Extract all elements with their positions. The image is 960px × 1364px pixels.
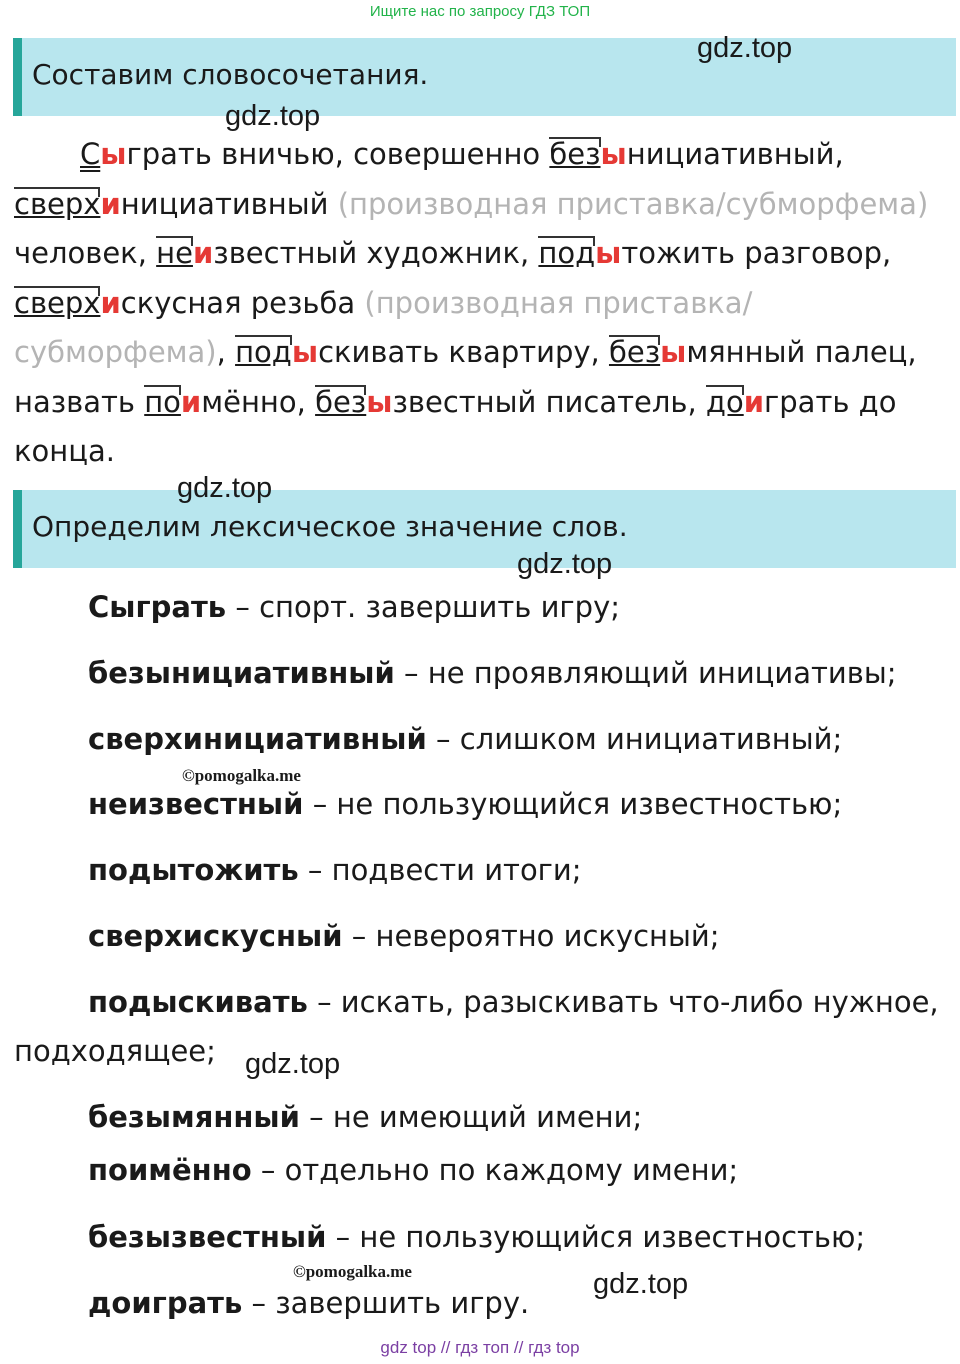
- linking-vowel: ы: [291, 335, 319, 369]
- section-title-2: Определим лексическое значение слов.: [32, 510, 628, 543]
- note-text: (производная приставка/субморфема): [337, 186, 929, 221]
- linking-vowel: ы: [600, 137, 627, 171]
- prefix-mark: под: [538, 236, 596, 270]
- text-segment: нициативный: [120, 186, 338, 221]
- text-segment: нициативный,: [626, 137, 844, 171]
- footer-links: gdz top // гдз топ // гдз top: [380, 1338, 580, 1357]
- linking-vowel: и: [180, 384, 202, 419]
- text-segment: человек,: [14, 236, 157, 270]
- definition-9: поимённо – отдельно по каждому имени;: [88, 1153, 739, 1187]
- section-header-2: [13, 490, 956, 568]
- text-segment: скусная резьба: [120, 285, 365, 320]
- definition-5: подытожить – подвести итоги;: [88, 853, 582, 887]
- text-segment: скивать квартиру,: [318, 335, 609, 369]
- definition-11: доиграть – завершить игру.: [88, 1286, 530, 1320]
- definition-7-continuation: подходящее;: [14, 1034, 216, 1068]
- watermark: gdz.top: [517, 548, 613, 580]
- pomogalka-watermark: ©pomogalka.me: [293, 1262, 412, 1281]
- prefix-mark: не: [156, 236, 193, 270]
- definition-8: безымянный – не имеющий имени;: [88, 1100, 643, 1134]
- definition-1: Сыграть – спорт. завершить игру;: [88, 590, 621, 624]
- prefix-mark: без: [608, 335, 661, 369]
- linking-vowel: и: [192, 236, 214, 270]
- word-combinations-paragraph: [14, 130, 954, 477]
- text-segment: ,: [216, 335, 236, 369]
- watermark: gdz.top: [593, 1268, 689, 1300]
- pomogalka-watermark: ©pomogalka.me: [182, 766, 301, 785]
- watermark: gdz.top: [177, 472, 273, 504]
- definition-3: сверхинициативный – слишком инициативный;: [88, 722, 843, 756]
- linking-vowel: ы: [595, 236, 622, 270]
- linking-vowel: и: [743, 384, 765, 419]
- text-segment: звестный художник,: [213, 236, 539, 270]
- prefix-mark: до: [705, 384, 744, 419]
- root-mark: С: [80, 137, 101, 171]
- section-title-1: Составим словосочетания.: [32, 58, 429, 91]
- prefix-mark: сверх: [14, 285, 101, 320]
- watermark: gdz.top: [245, 1048, 341, 1080]
- section-header-1: [13, 38, 956, 116]
- prefix-mark: без: [549, 137, 601, 171]
- linking-vowel: ы: [660, 335, 687, 369]
- text-segment: грать до конца.: [14, 384, 897, 468]
- note-text: (производная приставка/субморфема): [14, 285, 753, 369]
- definition-6: сверхискусный – невероятно искусный;: [88, 919, 720, 953]
- linking-vowel: и: [100, 285, 121, 320]
- text-segment: грать вничью, совершенно: [126, 137, 550, 171]
- watermark: gdz.top: [697, 32, 793, 64]
- definition-10: безызвестный – не пользующийся известностью;: [88, 1220, 866, 1254]
- prefix-mark: под: [235, 335, 292, 369]
- definition-2: безынициативный – не проявляющий инициативы;: [88, 656, 897, 690]
- prefix-mark: сверх: [14, 186, 101, 221]
- watermark: gdz.top: [225, 100, 321, 132]
- prefix-mark: по: [144, 384, 181, 419]
- text-segment: мённо,: [201, 384, 316, 419]
- top-banner: Ищите нас по запросу ГДЗ ТОП: [369, 3, 591, 20]
- linking-vowel: и: [100, 186, 121, 221]
- linking-vowel: ы: [100, 137, 127, 171]
- definition-7: подыскивать – искать, разыскивать что-либо нужное,: [88, 985, 939, 1019]
- text-segment: тожить разговор,: [621, 236, 892, 270]
- linking-vowel: ы: [366, 384, 393, 419]
- text-segment: мянный палец, назвать: [14, 335, 917, 419]
- prefix-mark: без: [315, 384, 367, 419]
- text-segment: звестный писатель,: [392, 384, 706, 419]
- definition-4: неизвестный – не пользующийся известностью;: [88, 787, 843, 821]
